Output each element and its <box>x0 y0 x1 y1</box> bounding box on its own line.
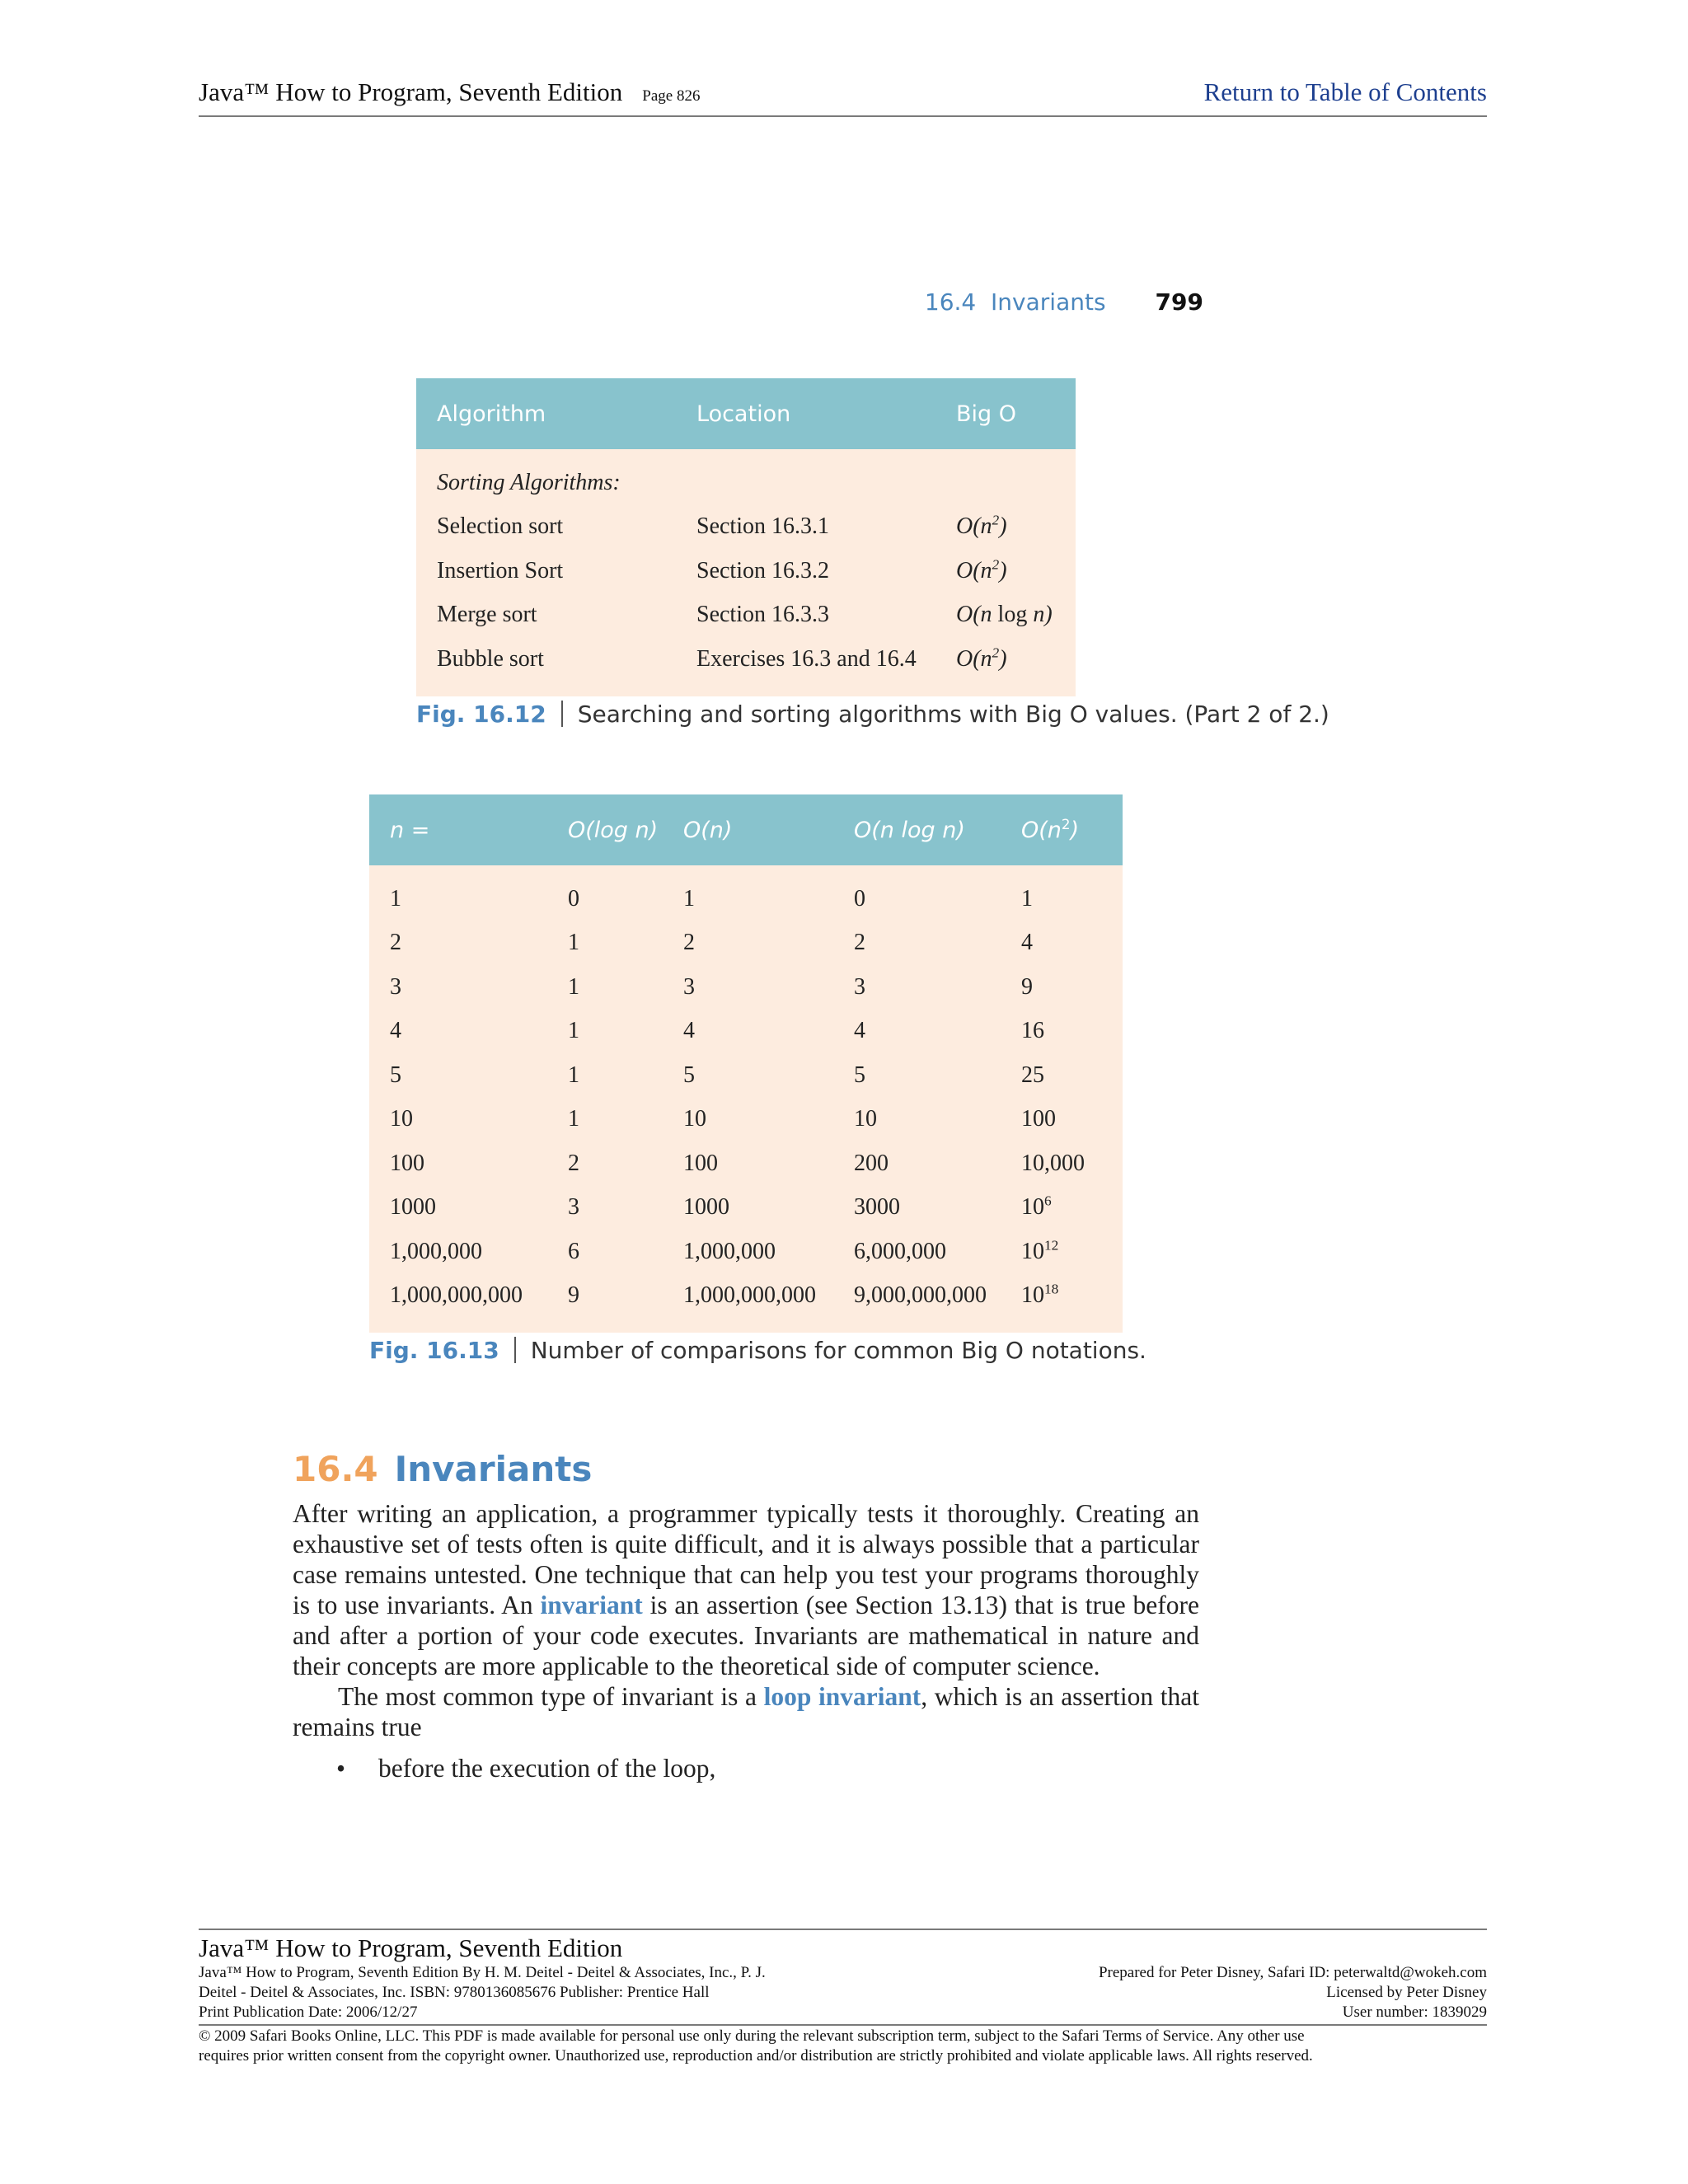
table-cell: 5 <box>854 1062 865 1088</box>
big-o-cell: $O(n^2)$ <box>956 556 1007 583</box>
table-row <box>369 1098 1123 1142</box>
caption-text: Number of comparisons for common Big O notations. <box>530 1337 1146 1364</box>
table-cell: 3 <box>390 973 401 1000</box>
book-title: Java™ How to Program, Seventh Edition Page 826 <box>199 77 701 106</box>
footer-isbn: Deitel - Deitel & Associates, Inc. ISBN: 9780136085676 Publisher: Prentice Hall <box>199 1984 710 2001</box>
fig-16-12-caption <box>416 701 1329 728</box>
big-o-cell: $O(n^2)$ <box>956 644 1007 672</box>
table-cell: 3000 <box>854 1194 900 1221</box>
table-cell: 1 <box>1021 885 1033 912</box>
location-cell: Exercises 16.3 and 16.4 <box>696 645 917 672</box>
list-item-text: before the execution of the loop, <box>378 1754 716 1783</box>
table-cell: 1 <box>390 885 401 912</box>
table-cell: 100 <box>390 1150 424 1176</box>
fig-16-12-table <box>416 378 1076 696</box>
table-cell: 1,000,000,000 <box>390 1282 523 1309</box>
table-cell: 1 <box>568 1062 579 1088</box>
algorithm-cell: Bubble sort <box>437 645 544 672</box>
algorithm-cell: Selection sort <box>437 513 564 540</box>
table-cell: 4 <box>683 1018 695 1044</box>
table-row <box>369 921 1123 966</box>
footer-user-number: User number: 1839029 <box>1342 2004 1487 2021</box>
location-cell: Section 16.3.3 <box>696 602 829 628</box>
table-cell: 1 <box>568 973 579 1000</box>
column-header-o-n-log-n: O(n log n) <box>833 794 1001 865</box>
table-row <box>416 593 1076 638</box>
table-row <box>369 865 1123 921</box>
table-row <box>369 965 1123 1010</box>
footer-title: Java™ How to Program, Seventh Edition <box>199 1933 623 1962</box>
table-cell: 1000 <box>390 1194 436 1221</box>
running-head-page-number: 799 <box>1155 288 1203 316</box>
table-row <box>369 1010 1123 1054</box>
table-cell: 3 <box>854 973 865 1000</box>
table-cell: 10 <box>683 1106 706 1132</box>
section-number: 16.4 <box>293 1449 378 1489</box>
fig-16-13-table <box>369 794 1123 1333</box>
table-cell: 4 <box>1021 930 1033 956</box>
footer-prepared-for: Prepared for Peter Disney, Safari ID: peterwaltd@wokeh.com <box>1098 1964 1487 1981</box>
column-header-o-n: O(n) <box>663 794 833 865</box>
running-head-section: 16.4 Invariants <box>924 288 1106 316</box>
location-cell: Section 16.3.2 <box>696 557 829 583</box>
table-header-row <box>416 378 1076 449</box>
table-cell: 10,000 <box>1021 1150 1085 1176</box>
page-header <box>199 74 1487 117</box>
toc-link[interactable]: Return to Table of Contents <box>1203 77 1487 106</box>
table-cell: 100 <box>1021 1106 1056 1132</box>
table-cell: 200 <box>854 1150 889 1176</box>
table-row <box>369 1053 1123 1098</box>
location-cell: Section 16.3.1 <box>696 513 829 540</box>
table-cell: $10^6$ <box>1021 1193 1052 1221</box>
table-cell: 10 <box>854 1106 877 1132</box>
table-cell: 10 <box>390 1106 413 1132</box>
table-cell: 9,000,000,000 <box>854 1282 987 1309</box>
bullet-icon: • <box>336 1754 346 1783</box>
fig-label: Fig. 16.13 <box>369 1337 499 1364</box>
column-header-o-log-n: O(log n) <box>547 794 663 865</box>
table-cell: 2 <box>683 930 695 956</box>
table-cell: 1000 <box>683 1194 729 1221</box>
table-cell: 25 <box>1021 1062 1044 1088</box>
section-heading <box>293 1449 592 1489</box>
table-cell: 100 <box>683 1150 718 1176</box>
table-row <box>369 1230 1123 1274</box>
table-cell: 1 <box>568 1106 579 1132</box>
fig-16-13-caption <box>369 1337 1146 1364</box>
paragraph: The most common type of invariant is a loop invariant, which is an assertion that remains true <box>293 1682 1199 1741</box>
table-subheading-row <box>416 449 1076 505</box>
table-cell: 9 <box>1021 973 1033 1000</box>
table-row <box>369 1141 1123 1186</box>
table-cell: 2 <box>854 930 865 956</box>
table-cell: 2 <box>390 930 401 956</box>
column-header-algorithm: Algorithm <box>416 378 676 449</box>
table-cell: 0 <box>854 885 865 912</box>
table-cell: 6 <box>568 1238 579 1264</box>
table-cell: 16 <box>1021 1018 1044 1044</box>
big-o-cell: $O(n^2)$ <box>956 512 1007 540</box>
table-row <box>416 637 1076 696</box>
table-row <box>416 505 1076 550</box>
invariant-term[interactable]: invariant <box>540 1591 643 1619</box>
list-item <box>336 1754 715 1783</box>
table-cell: 1 <box>568 930 579 956</box>
big-o-cell: O(n log n) <box>956 602 1053 628</box>
footer-copyright: © 2009 Safari Books Online, LLC. This PDF is made available for personal use only during the relevant subscription term, subject to the Safari Terms of Service. Any other use requires prior written consent from the copyright owner. Unauthorized use, reproduction and/or distribution are strictly prohibited and violate applicable laws. All rights reserved. <box>199 2024 1487 2066</box>
caption-text: Searching and sorting algorithms with Big O values. (Part 2 of 2.) <box>577 701 1329 728</box>
sorting-algorithms-subheading: Sorting Algorithms: <box>437 469 621 495</box>
table-cell: 3 <box>568 1194 579 1221</box>
table-cell: $10^{18}$ <box>1021 1281 1059 1309</box>
section-body <box>293 1498 1199 1742</box>
loop-invariant-term[interactable]: loop invariant <box>763 1682 921 1711</box>
page-footer <box>199 1929 1487 2066</box>
table-cell: 0 <box>568 885 579 912</box>
table-cell: 4 <box>390 1018 401 1044</box>
table-cell: 1 <box>568 1018 579 1044</box>
footer-publication-date: Print Publication Date: 2006/12/27 <box>199 2004 418 2021</box>
table-cell: 9 <box>568 1282 579 1309</box>
algorithm-cell: Merge sort <box>437 602 537 628</box>
caption-divider <box>561 701 563 727</box>
section-title: Invariants <box>394 1449 593 1489</box>
table-cell: 3 <box>683 973 695 1000</box>
table-cell: 5 <box>683 1062 695 1088</box>
page-label: Page 826 <box>642 87 701 105</box>
table-header-row <box>369 794 1123 865</box>
table-cell: 6,000,000 <box>854 1238 946 1264</box>
footer-license: Licensed by Peter Disney <box>1326 1984 1487 2001</box>
column-header-location: Location <box>676 378 935 449</box>
table-cell: 1 <box>683 885 695 912</box>
paragraph: After writing an application, a programmer typically tests it thoroughly. Creating an exhaustive set of tests often is quite difficult, and it is always possible that a particular case remains untested. One technique that can help you test your programs thoroughly is to use invariants. An invariant is an assertion (see Section 13.13) that is true before and after a portion of your code executes. Invariants are mathematical in nature and their concepts are more applicable to the theoretical side of computer science. <box>293 1499 1199 1680</box>
running-head <box>925 288 1203 316</box>
fig-label: Fig. 16.12 <box>416 701 546 728</box>
table-row <box>369 1186 1123 1230</box>
column-header-big-o: Big O <box>935 378 1076 449</box>
table-cell: 4 <box>854 1018 865 1044</box>
table-cell: $10^{12}$ <box>1021 1237 1059 1264</box>
table-cell: 1,000,000,000 <box>683 1282 816 1309</box>
column-header-o-n-squared: $O(n^2)$ <box>1001 794 1123 865</box>
table-cell: 1,000,000 <box>683 1238 776 1264</box>
table-cell: 1,000,000 <box>390 1238 482 1264</box>
table-row <box>416 549 1076 593</box>
column-header-n: n = <box>369 794 547 865</box>
caption-divider <box>514 1337 516 1363</box>
algorithm-cell: Insertion Sort <box>437 557 564 583</box>
table-cell: 5 <box>390 1062 401 1088</box>
table-cell: 2 <box>568 1150 579 1176</box>
table-row <box>369 1274 1123 1333</box>
footer-book-info: Java™ How to Program, Seventh Edition By H. M. Deitel - Deitel & Associates, Inc., P. J. <box>199 1964 766 1981</box>
